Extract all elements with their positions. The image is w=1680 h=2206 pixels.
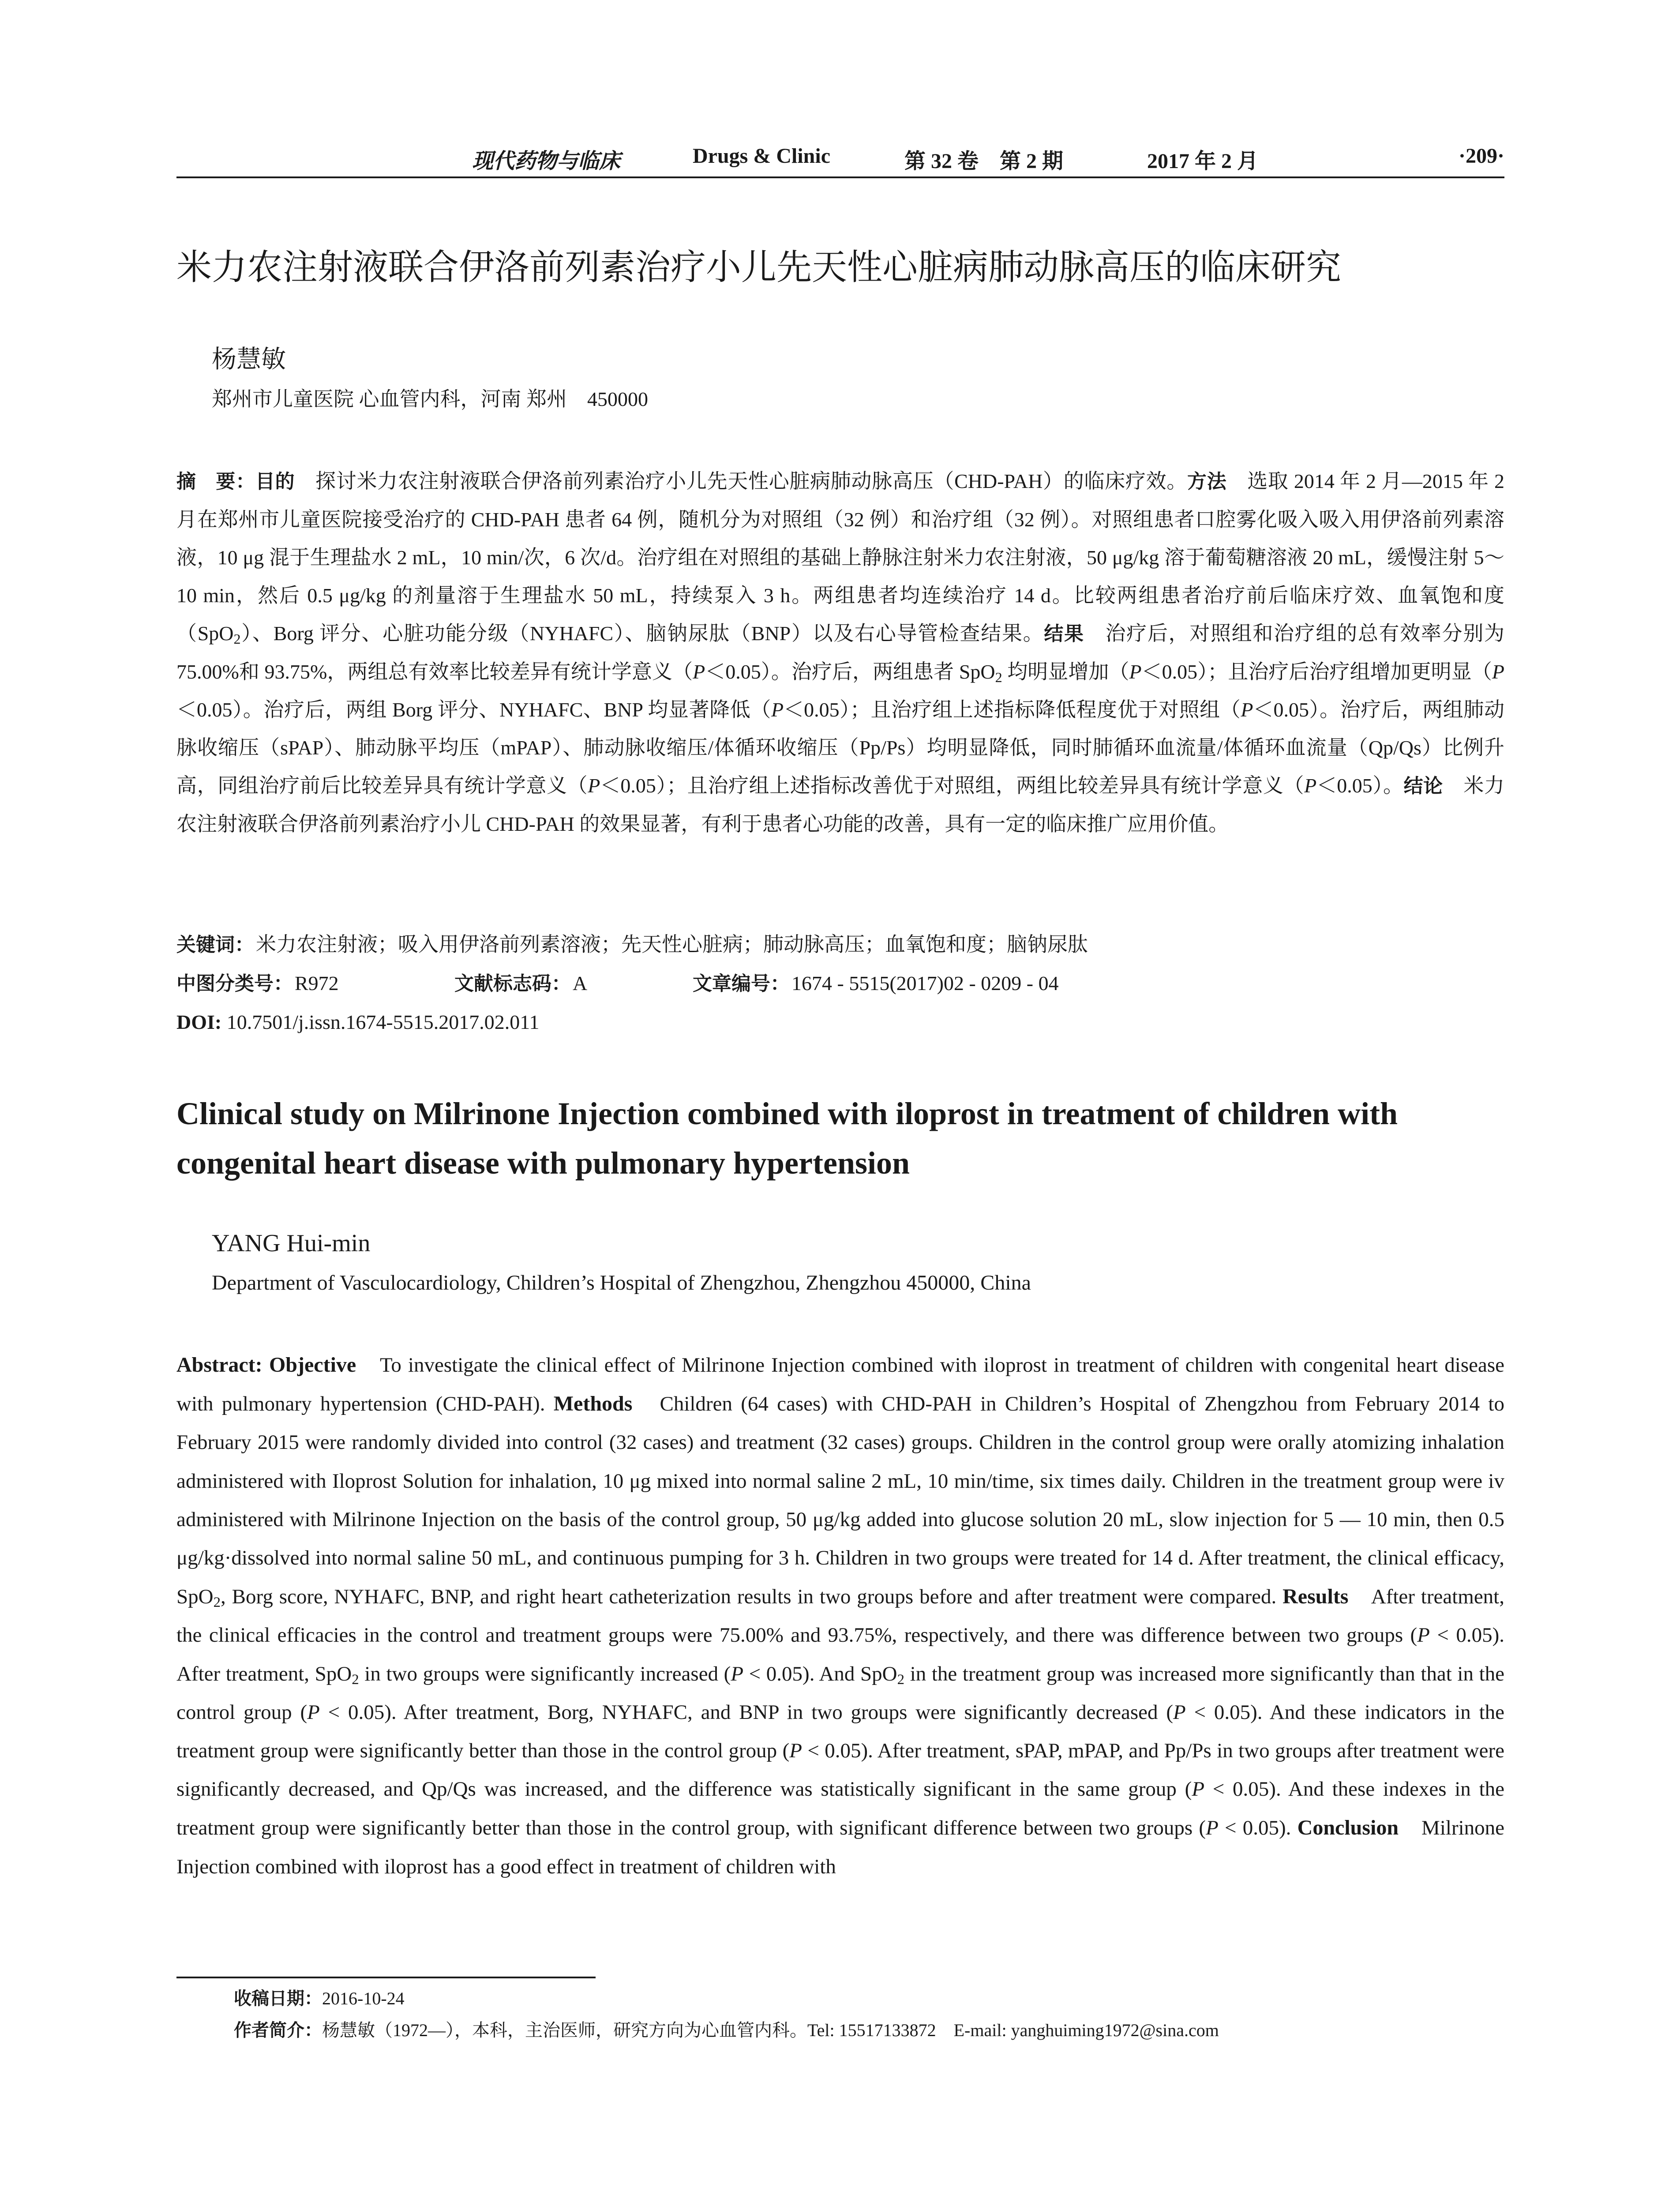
results-text-en: After treatment, the clinical efficacies in the control and treatment groups were 75.00% and 93.75%, respectively, and there was difference between two groups ( [176, 1585, 1504, 1647]
author-cn: 杨慧敏 [212, 346, 286, 373]
results-text-cn: ＜0.05）。治疗后，两组肺动脉收缩压（sPAP）、肺动脉平均压（mPAP）、肺动脉收缩压/体循环收缩压（Pp/Ps）均明显降低，同时肺循环血流量/体循环血流量（Qp/Qs）比例升高，同组治疗前后比较差异具有统计学意义（ [176, 698, 1505, 797]
results-text-en: < 0.05). And SpO [743, 1662, 897, 1685]
results-text-en: in two groups were significantly increased ( [359, 1662, 731, 1685]
keywords-cn [176, 929, 1504, 960]
results-text-cn: ＜0.05）。治疗后，两组患者 SpO [705, 660, 995, 683]
results-text-en: < 0.05). And these indicators in the treatment group were significantly better than those in the control group ( [176, 1700, 1504, 1763]
page-number: ·209· [1458, 144, 1504, 168]
objective-label-cn: 目的 [255, 470, 295, 493]
subscript: 2 [995, 669, 1002, 686]
p-value-symbol: P [1206, 1816, 1219, 1840]
methods-text-cn-2: ）、Borg 评分、心脏功能分级（NYHAFC）、脑钠尿肽（BNP）以及右心导管检查结果。 [240, 622, 1044, 645]
conclusion-label-en: Conclusion [1297, 1816, 1399, 1840]
results-text-cn: ＜0.05）。治疗后，两组 Borg 评分、NYHAFC、BNP 均显著降低（ [176, 698, 772, 721]
title-en: Clinical study on Milrinone Injection combined with iloprost in treatment of children with congenital heart disease with pulmonary hypertension [176, 1096, 1398, 1181]
journal-date: 2017 年 2 月 [1147, 150, 1259, 173]
results-text-cn: ＜0.05）；且治疗组上述指标降低程度优于对照组（ [784, 698, 1241, 721]
article-number [693, 968, 1059, 999]
conclusion-text-cn: 米力农注射液联合伊洛前列素治疗小儿 CHD-PAH 的效果显著，有利于患者心功能的改善，具有一定的临床推广应用价值。 [176, 774, 1505, 835]
article-number-value: 1674 - 5515(2017)02 - 0209 - 04 [791, 972, 1059, 994]
doi-label: DOI: [176, 1011, 222, 1033]
p-value-symbol: P [789, 1739, 802, 1763]
p-value-symbol: P [693, 660, 705, 683]
doc-code-value: A [573, 972, 588, 994]
document-code [454, 968, 587, 999]
clc-label: 中图分类号： [176, 972, 293, 995]
results-text-cn: 治疗后，对照组和治疗组的总有效率分别为 75.00%和 93.75%，两组总有效率比较差异有统计学意义（ [176, 622, 1505, 683]
p-value-symbol: P [1192, 1778, 1205, 1801]
received-date: 2016-10-24 [322, 1988, 405, 2008]
affiliation-cn: 郑州市儿童医院 心血管内科，河南 郑州 450000 [212, 388, 648, 410]
journal-issue: 第 32 卷 第 2 期 [904, 150, 1064, 173]
author-en: YANG Hui-min [212, 1230, 371, 1257]
keywords-text: 米力农注射液；吸入用伊洛前列素溶液；先天性心脏病；肺动脉高压；血氧饱和度；脑钠尿肽 [256, 933, 1088, 956]
results-text-en: < 0.05). After treatment, SpO [176, 1624, 1504, 1685]
results-text-cn: ＜0.05）。 [1316, 774, 1404, 797]
results-label-cn: 结果 [1044, 623, 1084, 645]
subscript: 2 [213, 1594, 221, 1611]
title-cn: 米力农注射液联合伊洛前列素治疗小儿先天性心脏病肺动脉高压的临床研究 [176, 247, 1341, 288]
doi-line [176, 1007, 1504, 1038]
conclusion-label-cn: 结论 [1403, 775, 1443, 797]
doc-code-label: 文献标志码： [454, 972, 571, 995]
journal-name-cn: 现代药物与临床 [472, 150, 621, 173]
subscript: 2 [233, 631, 241, 647]
results-text-en: < 0.05). And these indexes in the treatment group were significantly better than those in the control group, with significant difference between two groups ( [176, 1778, 1504, 1840]
clc-value: R972 [295, 972, 339, 994]
clc-number [176, 968, 339, 999]
methods-text-en: Children (64 cases) with CHD-PAH in Children’s Hospital of Zhengzhou from February 2014 to February 2015 were randomly divided into control (32 cases) and treatment (32 cases) groups. Children in the control group were orally atomizing inhalation administered with Iloprost Solution for inhalation, 10 μg mixed into normal saline 2 mL, 10 min/time, six times daily. Children in the treatment group were iv administered with Milrinone Injection on the basis of the control group, 50 μg/kg added into glucose solution 20 mL, slow injection for 5 — 10 min, then 0.5 μg/kg·dissolved into normal saline 50 mL, and continuous pumping for 3 h. Children in two groups were treated for 14 d. After treatment, the clinical efficacy, SpO [176, 1392, 1504, 1609]
results-text-cn: 均明显增加（ [1002, 660, 1129, 683]
p-value-symbol: P [588, 774, 600, 797]
abstract-en [176, 1346, 1504, 1968]
p-value-symbol: P [307, 1700, 320, 1724]
affiliation-en: Department of Vasculocardiology, Children’s Hospital of Zhengzhou, Zhengzhou 450000, China [212, 1271, 1031, 1294]
results-text-cn: ＜0.05）；且治疗组上述指标改善优于对照组，两组比较差异具有统计学意义（ [600, 774, 1305, 797]
p-value-symbol: P [1492, 660, 1505, 683]
abstract-label-en: Abstract: Objective [176, 1353, 356, 1377]
doi-value: 10.7501/j.issn.1674-5515.2017.02.011 [221, 1011, 540, 1033]
results-text-en: < 0.05). [1218, 1816, 1291, 1840]
article-number-label: 文章编号： [693, 972, 790, 995]
keywords-label: 关键词： [176, 934, 254, 956]
header-rule [176, 176, 1504, 178]
results-text-en: < 0.05). After treatment, Borg, NYHAFC, and BNP in two groups were significantly decreased ( [319, 1700, 1173, 1724]
p-value-symbol: P [1173, 1700, 1186, 1724]
bio-label: 作者简介： [234, 2020, 322, 2041]
results-label-en: Results [1282, 1585, 1349, 1609]
p-value-symbol: P [771, 698, 784, 721]
footnote-rule [176, 1977, 596, 1978]
objective-text-en: To investigate the clinical effect of Milrinone Injection combined with iloprost in treatment of children with congenital heart disease with pulmonary hypertension (CHD-PAH). [176, 1354, 1505, 1416]
subscript: 2 [352, 1671, 359, 1688]
conclusion-text-en: Milrinone Injection combined with iloprost has a good effect in treatment of children with [176, 1816, 1505, 1878]
p-value-symbol: P [1417, 1624, 1430, 1647]
journal-name-en: Drugs & Clinic [693, 144, 830, 168]
results-text-en: in the treatment group was increased more significantly than that in the control group ( [176, 1662, 1505, 1724]
methods-label-cn: 方法 [1187, 470, 1227, 493]
bio-text: 杨慧敏（1972—），本科，主治医师，研究方向为心血管内科。Tel: 15517133872 E-mail: yanghuiming1972@sina.com [322, 2020, 1219, 2040]
p-value-symbol: P [1304, 774, 1317, 797]
methods-text-en-2: , Borg score, NYHAFC, BNP, and right heart catheterization results in two groups before and after treatment were compared. [221, 1585, 1277, 1609]
methods-text-cn: 选取 2014 年 2 月—2015 年 2 月在郑州市儿童医院接受治疗的 CHD-PAH 患者 64 例，随机分为对照组（32 例）和治疗组（32 例）。对照组患者口腔雾化吸入吸入用伊洛前列素溶液，10 μg 混于生理盐水 2 mL，10 min/次，6 次/d。治疗组在对照组的基础上静脉注射米力农注射液，50 μg/kg 溶于葡萄糖溶液 20 mL，缓慢注射 5～10 min，然后 0.5 μg/kg 的剂量溶于生理盐水 50 mL，持续泵入 3 h。两组患者均连续治疗 14 d。比较两组患者治疗前后临床疗效、血氧饱和度（SpO [176, 470, 1505, 645]
p-value-symbol: P [1241, 698, 1253, 721]
subscript: 2 [897, 1671, 905, 1688]
methods-label-en: Methods [553, 1392, 633, 1416]
abstract-cn [176, 462, 1504, 930]
received-label: 收稿日期： [234, 1988, 322, 2009]
results-text-en: < 0.05). After treatment, sPAP, mPAP, and Pp/Ps in two groups after treatment were significantly decreased, and Qp/Qs was increased, and the difference was statistically significant in the same group ( [176, 1739, 1504, 1801]
footnote-author-bio [234, 2017, 1219, 2044]
p-value-symbol: P [1129, 660, 1142, 683]
objective-text-cn: 探讨米力农注射液联合伊洛前列素治疗小儿先天性心脏病肺动脉高压（CHD-PAH）的临床疗效。 [315, 470, 1188, 492]
p-value-symbol: P [731, 1662, 744, 1685]
running-header [176, 140, 1504, 176]
abstract-label-cn: 摘 要： [176, 470, 255, 493]
footnote-received [234, 1985, 405, 2012]
results-text-cn: ＜0.05）；且治疗后治疗组增加更明显（ [1141, 660, 1492, 683]
